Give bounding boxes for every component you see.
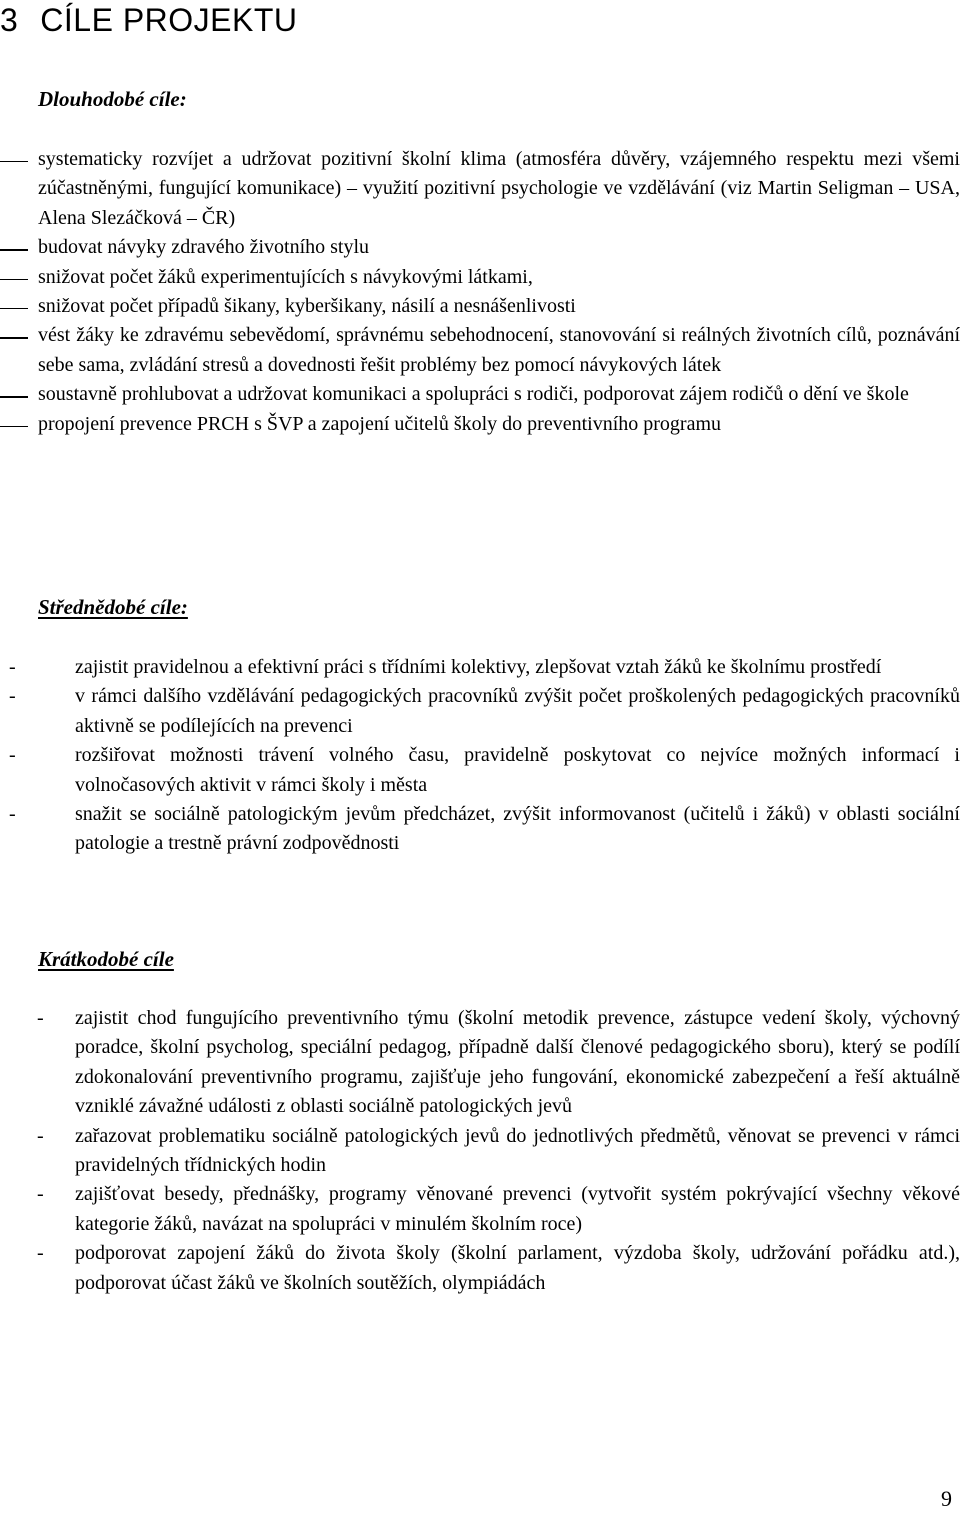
list-item: [38, 410, 960, 439]
long-term-goals-list: [38, 145, 960, 439]
list-item: [37, 1122, 960, 1181]
page-number: 9: [941, 1486, 952, 1511]
list-item: [37, 1239, 960, 1298]
list-item: [38, 380, 960, 409]
list-item-text: zařazovat problematiku sociálně patologických jevů do jednotlivých předmětů, věnovat se prevenci v rámci pravidelných třídnických hodin: [75, 1124, 960, 1177]
section-title-short-term: Krátkodobé cíle: [38, 947, 174, 971]
list-item-text: zajistit chod fungujícího preventivního týmu (školní metodik prevence, zástupce vedení školy, výchovný poradce, školní psycholog, speciální pedagog, případně další členové pedagogického sboru), který se podílí zdokonalování preventivního programu, zajišťuje jeho fungování, ekonomické zabezpečení a řeší aktuálně vzniklé závažné události z oblasti sociálně patologických jevů: [75, 1007, 960, 1118]
list-item-text: podporovat zapojení žáků do života školy (školní parlament, výzdoba školy, udržování pořádku atd.), podporovat účast žáků ve školních soutěžích, olympiádách: [75, 1242, 960, 1294]
list-item-text: propojení prevence PRCH s ŠVP a zapojení učitelů školy do preventivního programu: [38, 412, 722, 435]
list-item: [37, 1004, 960, 1122]
chapter-title: CÍLE PROJEKTU: [40, 2, 298, 38]
list-item-text: snižovat počet případů šikany, kyberšikany, násilí a nesnášenlivosti: [38, 295, 576, 318]
chapter-number: 3: [0, 2, 19, 38]
hyphen-bullet: -: [9, 656, 16, 678]
list-item-text: rozšiřovat možnosti trávení volného času, pravidelně poskytovat co nejvíce možných informací i volnočasových aktivit v rámci školy i města: [75, 744, 960, 796]
hyphen-bullet: -: [9, 803, 16, 826]
hyphen-bullet: -: [9, 744, 16, 767]
list-item-text: zajistit pravidelnou a efektivní práci s třídními kolektivy, zlepšovat vztah žáků ke školnímu prostředí: [75, 656, 882, 678]
list-item: [37, 1180, 960, 1239]
hyphen-bullet: -: [37, 1007, 44, 1029]
list-item-text: budovat návyky zdravého životního stylu: [38, 236, 370, 259]
hyphen-bullet: -: [37, 1183, 44, 1206]
hyphen-bullet: -: [9, 685, 16, 708]
short-term-goals-list: [37, 1004, 960, 1298]
list-item: [38, 145, 960, 233]
list-item: [9, 800, 960, 859]
list-item: [38, 263, 960, 292]
list-item-text: systematicky rozvíjet a udržovat pozitivní školní klima (atmosféra důvěry, vzájemného respektu mezi všemi zúčastněnými, fungující komunikace) – využití pozitivní psychologie ve vzdělávání (viz Martin Seligman – USA, Alena Slezáčková – ČR): [38, 148, 960, 229]
list-item-text: soustavně prohlubovat a udržovat komunikaci a spolupráci s rodiči, podporovat zájem rodičů o dění ve škole: [38, 383, 909, 406]
list-item-text: v rámci dalšího vzdělávání pedagogických pracovníků zvýšit počet proškolených pedagogických pracovníků aktivně se podílejících na prevenci: [75, 685, 960, 737]
list-item: [9, 741, 960, 800]
list-item: [9, 682, 960, 741]
chapter-heading: [0, 2, 298, 38]
list-item: [38, 292, 960, 321]
list-item-text: snižovat počet žáků experimentujících s návykovými látkami,: [38, 265, 533, 288]
list-item: [38, 321, 960, 380]
list-item-text: vést žáky ke zdravému sebevědomí, správnému sebehodnocení, stanovování si reálných životních cílů, poznávání sebe sama, zvládání stresů a dovednosti řešit problémy bez pomocí návykových látek: [38, 324, 960, 376]
list-item: [38, 233, 960, 262]
list-item: [9, 653, 960, 682]
mid-term-goals-list: [9, 653, 960, 859]
section-title-long-term: Dlouhodobé cíle:: [38, 87, 187, 111]
hyphen-bullet: -: [37, 1242, 44, 1265]
list-item-text: snažit se sociálně patologickým jevům předcházet, zvýšit informovanost (učitelů i žáků) v oblasti sociální patologie a trestně právní zodpovědnosti: [75, 803, 960, 855]
hyphen-bullet: -: [37, 1124, 44, 1147]
section-title-mid-term: Střednědobé cíle:: [38, 595, 188, 619]
list-item-text: zajišťovat besedy, přednášky, programy věnované prevenci (vytvořit systém pokrývající všechny věkové kategorie žáků, navázat na spolupráci v minulém školním roce): [75, 1183, 960, 1235]
